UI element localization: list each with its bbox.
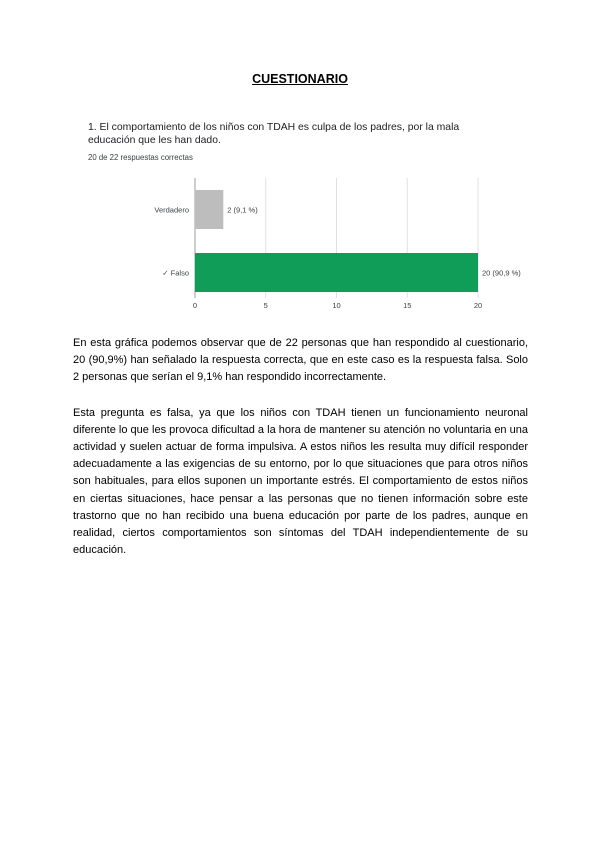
chart-figure	[84, 118, 521, 318]
x-tick-label: 0	[192, 301, 198, 310]
paragraph-explanation: Esta pregunta es falsa, ya que los niños con TDAH tienen un funcionamiento neuronal diferente lo que les provoca dificultad a la hora de mantener su atención no voluntaria en una actividad y suelen actuar de forma impulsiva. A estos niños les resulta muy difícil responder adecuadamente a las exigencias de su entorno, por lo que situaciones que para otros niños son habituales, para ellos suponen un importante estrés. El comportamiento de estos niños en ciertas situaciones, hace pensar a las personas que no tienen información sobre este trastorno que no han recibido una buena educación por parte de los padres, aunque en realidad, ciertos comportamientos son síntomas del TDAH independientemente de su educación.	[73, 406, 528, 557]
x-tick-label: 20	[473, 301, 483, 310]
value-label: 2 (9,1 %)	[227, 205, 258, 215]
category-label: Verdadero	[154, 205, 189, 215]
paragraph-analysis: En esta gráfica podemos observar que de 22 personas que han respondido al cuestionario, 20 (90,9%) han señalado la respuesta correcta, que en este caso es la respuesta falsa. Solo 2 personas que serían el 9,1% han respondido incorrectamente.	[73, 337, 528, 384]
chart-subtitle: 20 de 22 respuestas correctas	[88, 153, 193, 162]
x-tick-label: 5	[263, 301, 268, 310]
bar-chart	[84, 118, 521, 318]
page-title: CUESTIONARIO	[252, 72, 348, 86]
chart-question-title: 1. El comportamiento de los niños con TDAH es culpa de los padres, por la mala educación que les han dado.	[88, 122, 460, 146]
bar-1	[195, 253, 478, 292]
x-tick-label: 15	[403, 301, 412, 310]
bar-0	[195, 190, 223, 229]
value-label: 20 (90,9 %)	[482, 268, 521, 278]
category-label: ✓ Falso	[162, 268, 189, 278]
x-tick-label: 10	[332, 301, 341, 310]
body-text	[73, 335, 528, 577]
